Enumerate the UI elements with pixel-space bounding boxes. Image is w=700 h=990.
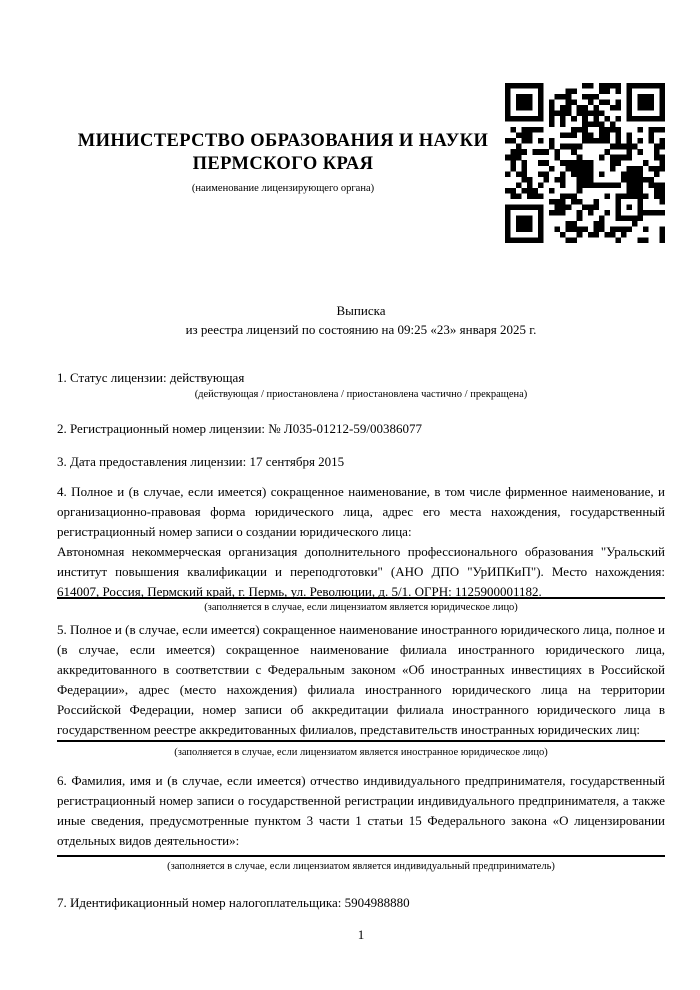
item-6-underline bbox=[57, 855, 665, 857]
title-line2: из реестра лицензий по состоянию на 09:25 «23» января 2025 г. bbox=[185, 322, 537, 337]
ministry-name-line1: МИНИСТЕРСТВО ОБРАЗОВАНИЯ И НАУКИ bbox=[77, 131, 489, 151]
item-4-caption: (заполняется в случае, если лицензиатом является юридическое лицо) bbox=[204, 602, 518, 613]
page-number: 1 bbox=[357, 927, 365, 942]
item-4-legal-entity bbox=[57, 482, 665, 602]
item-7-taxpayer-id: 7. Идентификационный номер налогоплательщика: 5904988880 bbox=[57, 895, 410, 910]
item-4-underline bbox=[57, 597, 665, 599]
document-title bbox=[57, 301, 665, 339]
item-5-underline bbox=[57, 740, 665, 742]
item-4-value: Автономная некоммерческая организация дополнительного профессионального образования "Уральский институт повышения квалификации и переподготовки" (АНО ДПО "УрИПКиП"). Место нахождения: 614007, Россия, Пермский край, г. Пермь, ул. Революции, д. 5/1. ОГРН: 1125900001182. bbox=[57, 544, 665, 599]
item-4-prompt: 4. Полное и (в случае, если имеется) сокращенное наименование, в том числе фирменное наименование, и организационно-правовая форма юридического лица, адрес его места нахождения, государственный регистрационный номер записи о создании юридического лица: bbox=[57, 484, 665, 539]
item-6-individual-entrepreneur: 6. Фамилия, имя и (в случае, если имеется) отчество индивидуального предпринимателя, государственный регистрационный номер записи о государственной регистрации индивидуального предпринимателя, а также иные сведения, предусмотренные пунктом 3 части 1 статьи 15 Федерального закона «О лицензировании отдельных видов деятельности»: bbox=[57, 773, 665, 848]
document-header bbox=[57, 130, 509, 194]
ministry-caption: (наименование лицензирующего органа) bbox=[191, 183, 375, 194]
qr-code-icon bbox=[505, 83, 665, 243]
item-1-caption: (действующая / приостановлена / приостановлена частично / прекращена) bbox=[194, 389, 528, 400]
item-1-license-status: 1. Статус лицензии: действующая bbox=[57, 370, 245, 385]
title-line1: Выписка bbox=[336, 303, 386, 318]
item-5-foreign-entity: 5. Полное и (в случае, если имеется) сокращенное наименование иностранного юридического лица, полное и (в случае, если имеется) сокращенное наименование филиала иностранного юридического лица, аккредитованного в соответствии с Федеральным законом «Об иностранных инвестициях в Российской Федерации», адрес (место нахождения) филиала иностранного юридического лица на территории Российской Федерации, номер записи об аккредитации филиала иностранного юридического лица в государственном реестре аккредитованных филиалов, представительств иностранных юридических лиц: bbox=[57, 622, 665, 737]
item-5-caption: (заполняется в случае, если лицензиатом является иностранное юридическое лицо) bbox=[174, 747, 548, 758]
ministry-name-line2: ПЕРМСКОГО КРАЯ bbox=[192, 154, 374, 174]
item-3-license-date: 3. Дата предоставления лицензии: 17 сентября 2015 bbox=[57, 454, 345, 469]
item-2-registration-number: 2. Регистрационный номер лицензии: № Л035-01212-59/00386077 bbox=[57, 421, 423, 436]
item-6-caption: (заполняется в случае, если лицензиатом является индивидуальный предприниматель) bbox=[167, 861, 555, 872]
